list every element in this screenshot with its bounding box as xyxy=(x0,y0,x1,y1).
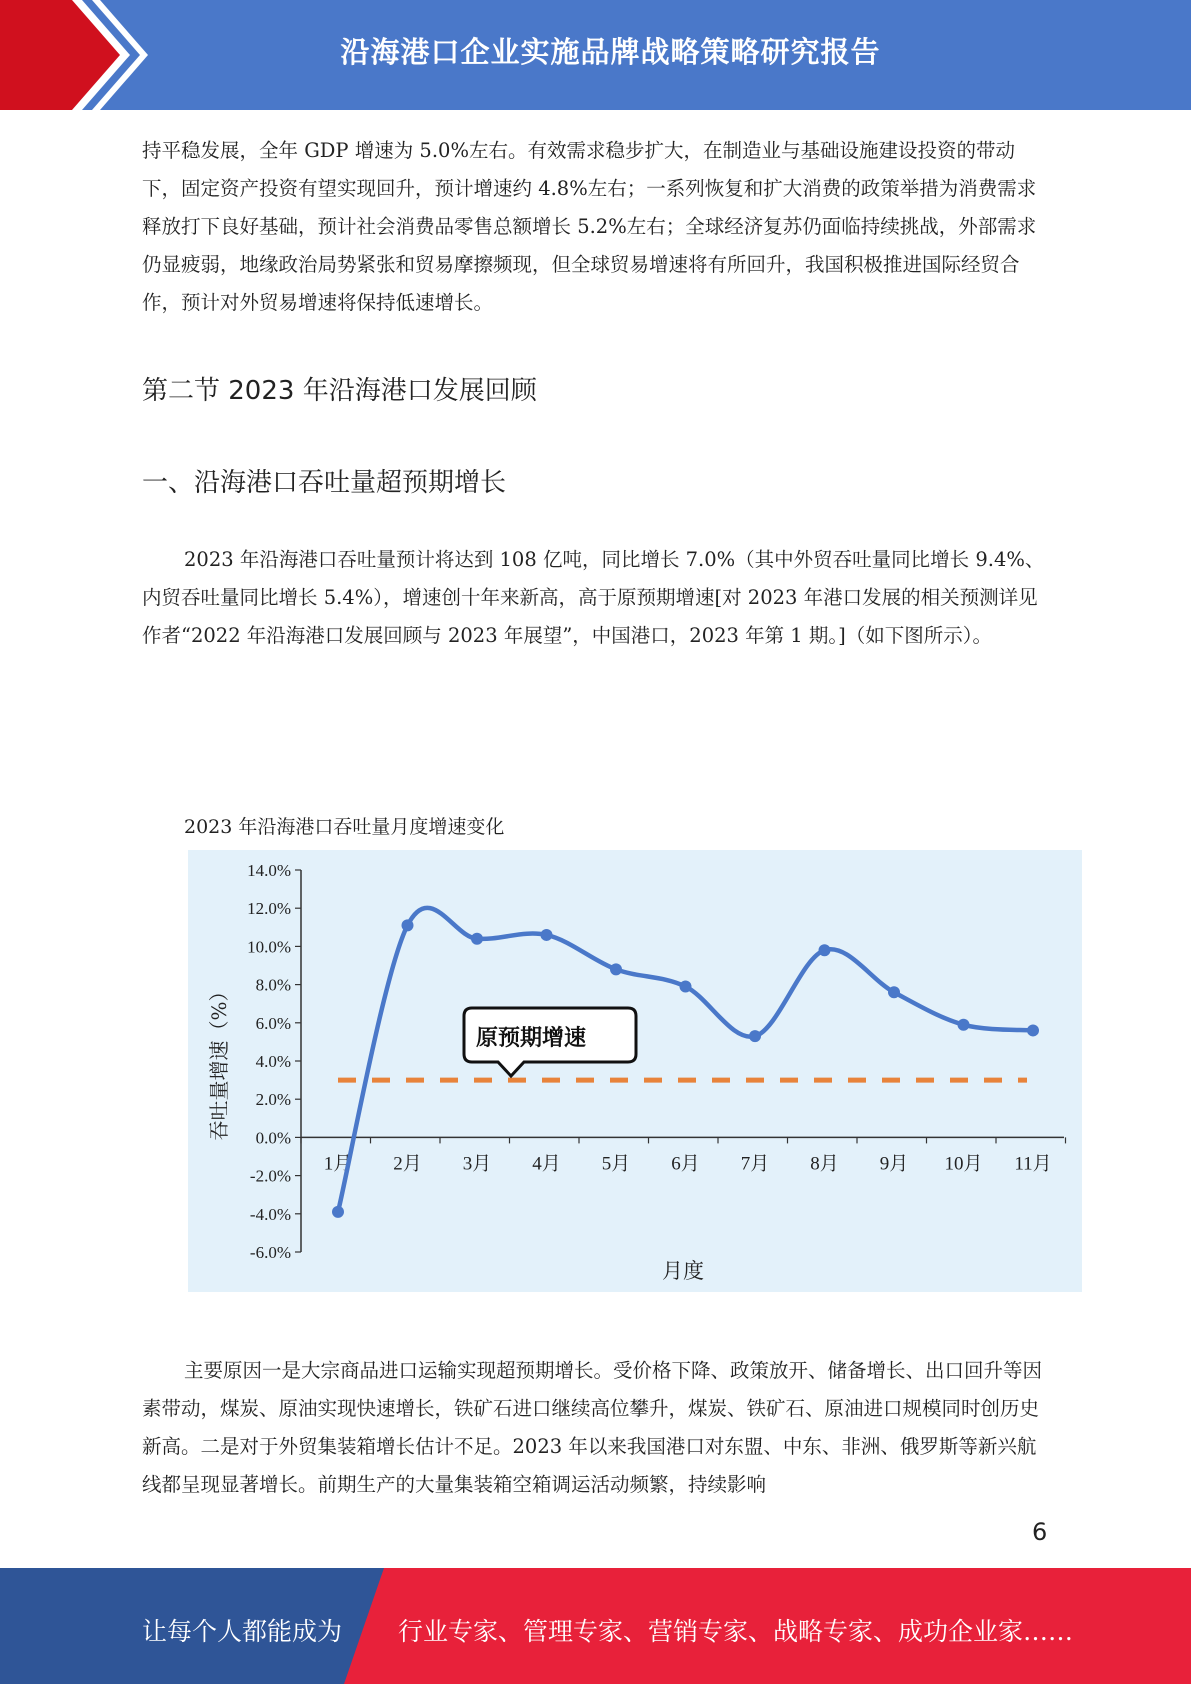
x-axis-label: 月度 xyxy=(662,1259,704,1283)
data-point xyxy=(749,1030,761,1042)
x-tick-label: 7月 xyxy=(740,1153,770,1175)
y-tick-label: -2.0% xyxy=(249,1166,291,1186)
report-title: 沿海港口企业实施品牌战略策略研究报告 xyxy=(340,35,881,69)
figure-caption: 2023 年沿海港口吞吐量月度增速变化 xyxy=(184,816,505,838)
data-point xyxy=(819,944,831,956)
y-tick-label: -6.0% xyxy=(249,1243,291,1262)
y-tick-label: 2.0% xyxy=(255,1090,291,1110)
y-tick-label: 4.0% xyxy=(255,1052,291,1071)
section-title: 第二节 2023 年沿海港口发展回顾 xyxy=(142,376,537,406)
data-point xyxy=(1027,1024,1039,1036)
data-point xyxy=(610,963,622,975)
x-tick-label: 6月 xyxy=(671,1153,700,1175)
data-point xyxy=(958,1019,970,1031)
data-point xyxy=(541,929,553,941)
footer-slogan-right: 行业专家、管理专家、营销专家、战略专家、成功企业家…… xyxy=(398,1617,1074,1646)
data-point xyxy=(888,986,900,998)
footer-slogan-left: 让每个人都能成为 xyxy=(142,1617,343,1646)
data-point xyxy=(680,981,692,993)
x-tick-label: 4月 xyxy=(532,1153,561,1175)
x-tick-label: 2月 xyxy=(393,1153,422,1175)
y-tick-label: 0.0% xyxy=(255,1128,291,1148)
data-point xyxy=(332,1206,344,1218)
subsection-title: 一、沿海港口吞吐量超预期增长 xyxy=(142,468,507,498)
x-tick-label: 10月 xyxy=(944,1153,983,1175)
y-tick-label: 8.0% xyxy=(255,975,291,995)
reference-line-label: 原预期增速 xyxy=(476,1026,587,1051)
x-tick-label: 11月 xyxy=(1014,1153,1052,1175)
page-header xyxy=(0,0,1191,110)
y-tick-label: 14.0% xyxy=(247,861,291,880)
y-tick-label: 10.0% xyxy=(247,937,291,957)
data-point xyxy=(402,919,414,931)
y-tick-label: 12.0% xyxy=(247,899,291,919)
page-number: 6 xyxy=(1032,1518,1048,1546)
x-tick-label: 1月 xyxy=(323,1153,353,1175)
chart-svg xyxy=(188,850,1082,1292)
paragraph-throughput: 2023 年沿海港口吞吐量预计将达到 108 亿吨，同比增长 7.0%（其中外贸吞吐量同比增长 9.4%、内贸吞吐量同比增长 5.4%），增速创十年来新高，高于原预期增速[对 2023 年港口发展的相关预测详见作者“2022 年沿海港口发展回顾与 2023 年展望”，中国港口，2023 年第 1 期。]（如下图所示）。 xyxy=(142,548,1045,647)
x-tick-label: 8月 xyxy=(810,1153,839,1175)
paragraph-economy: 持平稳发展，全年 GDP 增速为 5.0%左右。有效需求稳步扩大，在制造业与基础设施建设投资的带动下，固定资产投资有望实现回升，预计增速约 4.8%左右；一系列恢复和扩大消费的政策举措为消费需求释放打下良好基础，预计社会消费品零售总额增长 5.2%左右；全球经济复苏仍面临持续挑战，外部需求仍显疲弱，地缘政治局势紧张和贸易摩擦频现，但全球贸易增速将有所回升，我国积极推进国际经贸合作，预计对外贸易增速将保持低速增长。 xyxy=(142,139,1037,314)
x-tick-label: 5月 xyxy=(601,1153,631,1175)
data-point xyxy=(471,933,483,945)
y-tick-label: -4.0% xyxy=(249,1204,291,1224)
y-axis-label: 吞吐量增速（%） xyxy=(207,981,231,1141)
x-tick-label: 3月 xyxy=(462,1153,492,1175)
page-footer xyxy=(0,1568,1191,1684)
line-chart xyxy=(188,850,1082,1292)
y-tick-label: 6.0% xyxy=(255,1013,291,1033)
x-tick-label: 9月 xyxy=(879,1153,909,1175)
paragraph-reasons: 主要原因一是大宗商品进口运输实现超预期增长。受价格下降、政策放开、储备增长、出口回升等因素带动，煤炭、原油实现快速增长，铁矿石进口继续高位攀升，煤炭、铁矿石、原油进口规模同时创历史新高。二是对于外贸集装箱增长估计不足。2023 年以来我国港口对东盟、中东、非洲、俄罗斯等新兴航线都呈现显著增长。前期生产的大量集装箱空箱调运活动频繁，持续影响 xyxy=(142,1359,1043,1496)
